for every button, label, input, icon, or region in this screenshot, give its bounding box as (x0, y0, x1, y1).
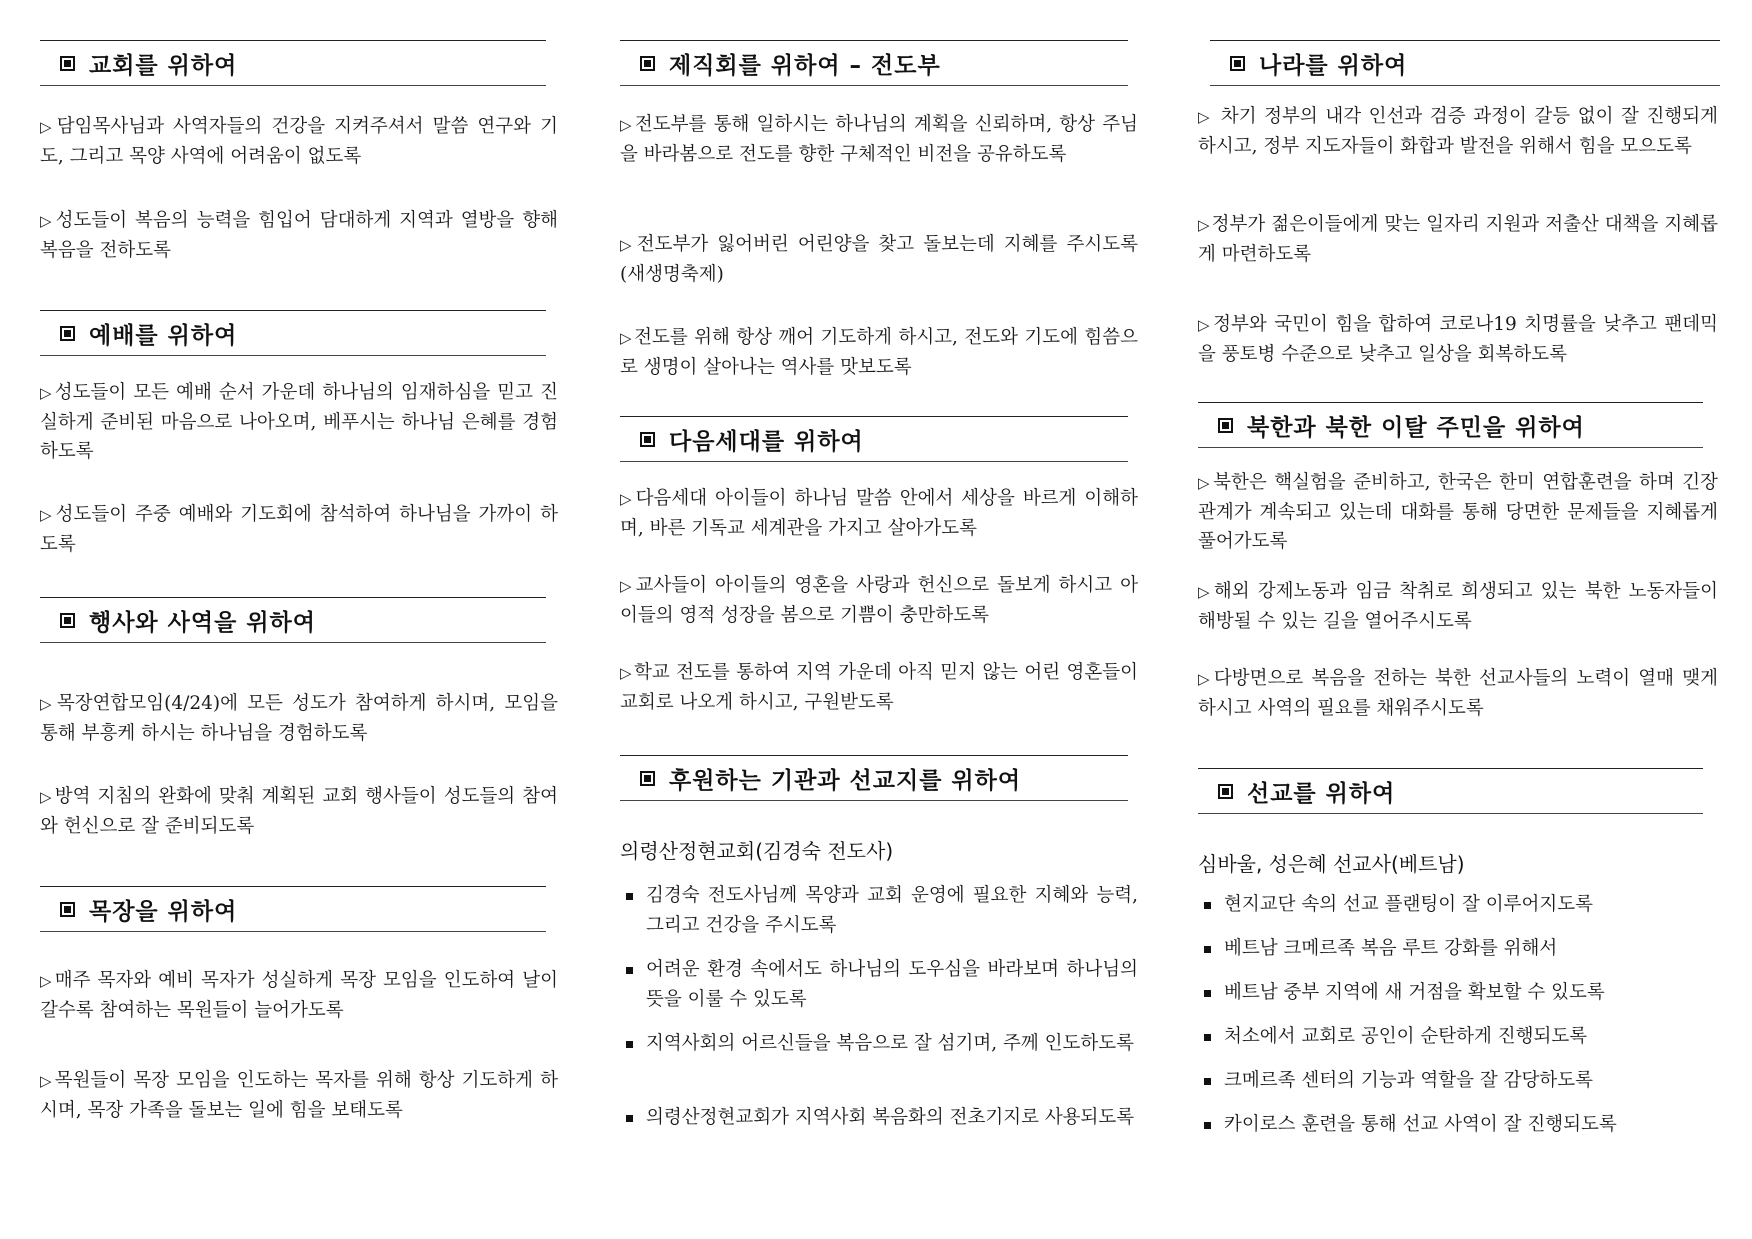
section-title: 행사와 사역을 위하여 (89, 609, 316, 636)
triangle-bullet-icon: ▷ (1198, 216, 1210, 234)
square-bullet-icon (1204, 1034, 1211, 1041)
section-title: 예배를 위하여 (89, 322, 238, 349)
mission-bullet-item: 카이로스 훈련을 통해 선교 사역이 잘 진행되도록 (1198, 1110, 1718, 1140)
square-marker-icon (640, 771, 655, 786)
section-church (40, 40, 558, 261)
mission-bullet-item: 의령산정현교회가 지역사회 복음화의 전초기지로 사용되도록 (620, 1103, 1138, 1133)
square-marker-icon (60, 613, 75, 628)
section-title: 다음세대를 위하여 (669, 428, 864, 455)
prayer-item: ▷ 목원들이 목장 모임을 인도하는 목자를 위해 항상 기도하게 하시며, 목장 가족을 돌보는 일에 힘을 보태도록 (40, 1070, 558, 1121)
section-heading (1198, 768, 1703, 814)
prayer-item: ▷ 해외 강제노동과 임금 착취로 희생되고 있는 북한 노동자들이 해방될 수 있는 길을 열어주시도록 (1198, 581, 1718, 632)
section-heading (40, 886, 546, 932)
section-nation (1198, 40, 1718, 365)
prayer-item: ▷ 전도부를 통해 일하시는 하나님의 계획을 신뢰하며, 항상 주님을 바라봄으로 전도를 향한 구체적인 비전을 공유하도록 (620, 114, 1138, 165)
prayer-item: ▷ 전도를 위해 항상 깨어 기도하게 하시고, 전도와 기도에 힘씀으로 생명이 살아나는 역사를 맛보도록 (620, 327, 1139, 378)
square-marker-icon (1218, 418, 1233, 433)
square-bullet-icon (1204, 1078, 1211, 1085)
mission-subtitle: 의령산정현교회(김경숙 전도사) (620, 839, 894, 863)
prayer-item: ▷ 정부와 국민이 힘을 합하여 코로나19 치명률을 낮추고 팬데믹을 풍토병 수준으로 낮추고 일상을 회복하도록 (1198, 314, 1718, 365)
mission-bullet-item: 베트남 크메르족 복음 루트 강화를 위해서 (1198, 934, 1718, 964)
section-title: 선교를 위하여 (1247, 780, 1396, 807)
mission-bullet-item: 어려운 환경 속에서도 하나님의 도우심을 바라보며 하나님의 뜻을 이룰 수 있도록 (620, 955, 1138, 1015)
square-marker-icon (1218, 784, 1233, 799)
square-marker-icon (640, 56, 655, 71)
section-evangelism-committee (620, 40, 1139, 378)
triangle-bullet-icon: ▷ (40, 972, 53, 990)
prayer-item: ▷ 방역 지침의 완화에 맞춰 계획된 교회 행사들이 성도들의 참여와 헌신으로 잘 준비되도록 (40, 786, 558, 837)
square-marker-icon (1230, 56, 1245, 71)
mission-bullet-item: 지역사회의 어르신들을 복음으로 잘 섬기며, 주께 인도하도록 (620, 1029, 1138, 1059)
triangle-bullet-icon: ▷ (40, 506, 54, 524)
mission-bullet-item: 크메르족 센터의 기능과 역할을 잘 감당하도록 (1198, 1066, 1718, 1096)
mission-subtitle: 심바울, 성은혜 선교사(베트남) (1198, 852, 1465, 876)
prayer-item: ▷ 학교 전도를 통하여 지역 가운데 아직 믿지 않는 어린 영혼들이 교회로 나오게 하시고, 구원받도록 (620, 662, 1138, 713)
triangle-bullet-icon: ▷ (1198, 474, 1212, 492)
prayer-item: ▷ 북한은 핵실험을 준비하고, 한국은 한미 연합훈련을 하며 긴장 관계가 계속되고 있는데 대화를 통해 당면한 문제들을 지혜롭게 풀어가도록 (1198, 472, 1718, 552)
section-title: 후원하는 기관과 선교지를 위하여 (669, 767, 1022, 794)
section-heading (40, 40, 546, 86)
section-heading (1210, 40, 1720, 86)
section-heading (40, 310, 546, 356)
square-bullet-icon (626, 1115, 633, 1122)
triangle-bullet-icon: ▷ (40, 695, 55, 713)
prayer-item: ▷ 담임목사님과 사역자들의 건강을 지켜주셔서 말씀 연구와 기도, 그리고 목양 사역에 어려움이 없도록 (40, 116, 558, 167)
triangle-bullet-icon: ▷ (620, 116, 633, 134)
prayer-item: ▷ 차기 정부의 내각 인선과 검증 과정이 갈등 없이 잘 진행되게 하시고, 정부 지도자들이 화합과 발전을 위해서 힘을 모으도록 (1198, 106, 1718, 157)
square-marker-icon (640, 432, 655, 447)
section-title: 목장을 위하여 (89, 898, 238, 925)
triangle-bullet-icon: ▷ (1198, 316, 1212, 334)
mission-bullet-item: 처소에서 교회로 공인이 순탄하게 진행되도록 (1198, 1022, 1718, 1052)
prayer-item: ▷ 성도들이 모든 예배 순서 가운데 하나님의 임재하심을 믿고 진실하게 준비된 마음으로 나아오며, 베푸시는 하나님 은혜를 경험하도록 (40, 382, 558, 462)
prayer-item: ▷ 매주 목자와 예비 목자가 성실하게 목장 모임을 인도하여 날이 갈수록 참여하는 목원들이 늘어가도록 (40, 970, 558, 1021)
triangle-bullet-icon: ▷ (40, 212, 54, 230)
section-next-generation (620, 416, 1138, 713)
triangle-bullet-icon: ▷ (40, 788, 53, 806)
section-north-korea (1198, 402, 1718, 719)
prayer-item: ▷ 성도들이 복음의 능력을 힘입어 담대하게 지역과 열방을 향해 복음을 전하도록 (40, 210, 558, 261)
section-title: 제직회를 위하여 – 전도부 (669, 52, 941, 79)
square-bullet-icon (626, 893, 633, 900)
triangle-bullet-icon: ▷ (40, 118, 55, 136)
section-heading (620, 416, 1128, 462)
triangle-bullet-icon: ▷ (620, 329, 633, 347)
section-title: 교회를 위하여 (89, 52, 238, 79)
square-bullet-icon (1204, 990, 1211, 997)
prayer-item: ▷ 정부가 젊은이들에게 맞는 일자리 지원과 저출산 대책을 지혜롭게 마련하도록 (1198, 214, 1718, 265)
triangle-bullet-icon: ▷ (1198, 108, 1212, 126)
prayer-item: ▷ 다방면으로 복음을 전하는 북한 선교사들의 노력이 열매 맺게 하시고 사역의 필요를 채워주시도록 (1198, 668, 1718, 719)
triangle-bullet-icon: ▷ (620, 664, 633, 682)
prayer-item: ▷ 다음세대 아이들이 하나님 말씀 안에서 세상을 바르게 이해하며, 바른 기독교 세계관을 가지고 살아가도록 (620, 488, 1138, 539)
square-bullet-icon (1204, 902, 1211, 909)
prayer-item: ▷ 목장연합모임(4/24)에 모든 성도가 참여하게 하시며, 모임을 통해 부흥케 하시는 하나님을 경험하도록 (40, 693, 558, 744)
square-bullet-icon (626, 967, 633, 974)
mission-bullet-item: 김경숙 전도사님께 목양과 교회 운영에 필요한 지혜와 능력, 그리고 건강을 주시도록 (620, 881, 1138, 941)
section-heading (620, 755, 1128, 801)
square-bullet-icon (626, 1041, 633, 1048)
square-marker-icon (60, 902, 75, 917)
square-marker-icon (60, 56, 75, 71)
square-bullet-icon (1204, 946, 1211, 953)
section-heading (620, 40, 1128, 86)
section-worship (40, 310, 558, 555)
section-heading (40, 597, 546, 643)
mission-bullet-item: 현지교단 속의 선교 플랜팅이 잘 이루어지도록 (1198, 890, 1718, 920)
triangle-bullet-icon: ▷ (1198, 583, 1212, 601)
section-cell-group (40, 886, 558, 1121)
section-missions (1198, 768, 1718, 1135)
triangle-bullet-icon: ▷ (620, 490, 634, 508)
square-bullet-icon (1204, 1122, 1211, 1129)
mission-bullet-item: 베트남 중부 지역에 새 거점을 확보할 수 있도록 (1198, 978, 1718, 1008)
section-heading (1198, 402, 1703, 448)
section-events (40, 597, 558, 837)
triangle-bullet-icon: ▷ (1198, 670, 1212, 688)
triangle-bullet-icon: ▷ (40, 384, 53, 402)
prayer-item: ▷ 교사들이 아이들의 영혼을 사랑과 헌신으로 돌보게 하시고 아이들의 영적 성장을 봄으로 기쁨이 충만하도록 (620, 575, 1138, 626)
triangle-bullet-icon: ▷ (620, 577, 634, 595)
triangle-bullet-icon: ▷ (40, 1072, 53, 1090)
section-title: 북한과 북한 이탈 주민을 위하여 (1247, 414, 1585, 441)
triangle-bullet-icon: ▷ (620, 236, 635, 254)
section-title: 나라를 위하여 (1259, 52, 1408, 79)
prayer-item: ▷ 성도들이 주중 예배와 기도회에 참석하여 하나님을 가까이 하도록 (40, 504, 558, 555)
section-supported-missions (620, 755, 1138, 1128)
prayer-item: ▷ 전도부가 잃어버린 어린양을 찾고 돌보는데 지혜를 주시도록(새생명축제) (620, 234, 1138, 285)
square-marker-icon (60, 326, 75, 341)
